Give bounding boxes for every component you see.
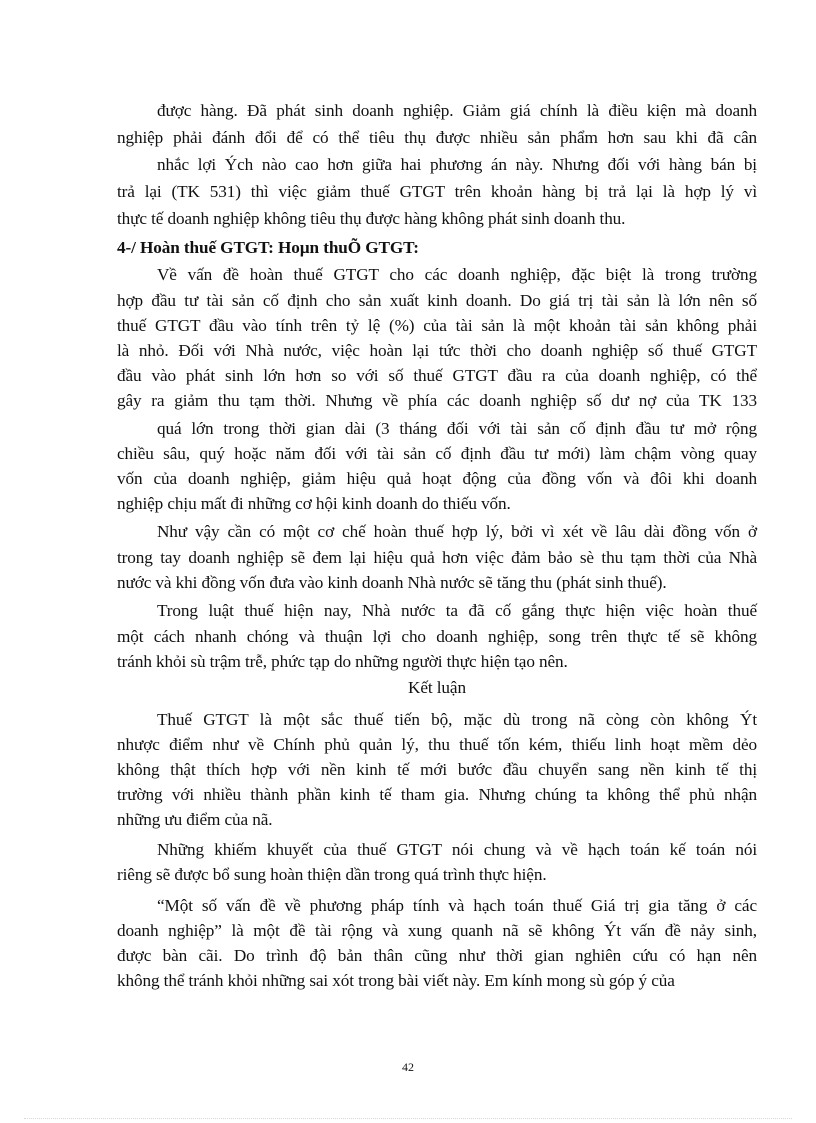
text-line: được bàn cãi. Do trình độ bản thân cũng như thời gian nghiên cứu có hạn nên	[117, 946, 757, 965]
text-line: được hàng. Đã phát sinh doanh nghiệp. Giảm giá chính là điều kiện mà doanh	[157, 101, 757, 120]
text-line: Trong luật thuế hiện nay, Nhà nước ta đã cố gắng thực hiện việc hoàn thuế	[157, 601, 757, 620]
text-line: nghiệp chịu mất đi những cơ hội kinh doanh do thiếu vốn.	[117, 494, 511, 513]
text-line: trong tay doanh nghiệp sẽ đem lại hiệu quả hơn việc đảm bảo sè thu tạm thời của Nhà	[117, 548, 757, 567]
text-line: trả lại (TK 531) thì việc giảm thuế GTGT trên khoản hàng bị trả lại là hợp lý vì	[117, 182, 757, 201]
text-line: Những khiếm khuyết của thuế GTGT nói chung và về hạch toán kế toán nói	[157, 840, 757, 859]
text-line: nhắc lợi Ých nào cao hơn giữa hai phương án này. Nhưng đối với hàng bán bị	[157, 155, 757, 174]
page-bottom-border	[24, 1118, 792, 1119]
text-line: đầu vào phát sinh lớn hơn so với số thuế GTGT đầu ra của doanh nghiệp, có thể	[117, 366, 757, 385]
section-heading: 4-/ Hoàn thuế GTGT: Hoµn thuÕ GTGT:	[117, 238, 419, 257]
text-line: chiều sâu, quý hoặc năm đối với tài sản cố định đầu tư mới) làm chậm vòng quay	[117, 444, 757, 463]
text-line: Về vấn đề hoàn thuế GTGT cho các doanh nghiệp, đặc biệt là trong trường	[157, 265, 757, 284]
text-line: không thể tránh khỏi những sai xót trong bài viết này. Em kính mong sù góp ý của	[117, 971, 675, 990]
text-line: riêng sẽ được bổ sung hoàn thiện dần trong quá trình thực hiện.	[117, 865, 547, 884]
text-line: tránh khỏi sù trậm trễ, phức tạp do những người thực hiện tạo nên.	[117, 652, 568, 671]
text-line: hợp đầu tư tài sản cố định cho sản xuất kinh doanh. Do giá trị tài sản là lớn nên số	[117, 291, 757, 310]
text-line: “Một số vấn đề về phương pháp tính và hạch toán thuế Giá trị gia tăng ở các	[157, 896, 757, 915]
page-number: 42	[402, 1060, 414, 1074]
text-line: doanh nghiệp” là một đề tài rộng và xung quanh nã sẽ không Ýt vấn đề nảy sinh,	[117, 921, 757, 940]
text-line: gây ra giảm thu tạm thời. Nhưng về phía các doanh nghiệp số dư nợ của TK 133	[117, 391, 757, 410]
text-line: không thật thích hợp với nền kinh tế mới bước đầu chuyển sang nền kinh tế thị	[117, 760, 757, 779]
text-line: Thuế GTGT là một sắc thuế tiến bộ, mặc dù trong nã còng còn không Ýt	[157, 710, 757, 729]
text-line: thực tế doanh nghiệp không tiêu thụ được hàng không phát sinh doanh thu.	[117, 209, 626, 228]
text-line: nhược điểm như về Chính phủ quản lý, thu thuế tốn kém, thiếu linh hoạt mềm dẻo	[117, 735, 757, 754]
text-line: quá lớn trong thời gian dài (3 tháng đối với tài sản cố định đầu tư mở rộng	[157, 419, 757, 438]
text-line: nước và khi đồng vốn đưa vào kinh doanh Nhà nước sẽ tăng thu (phát sinh thuế).	[117, 573, 667, 592]
text-line: nghiệp phải đánh đổi để có thể tiêu thụ được nhiều sản phẩm hơn sau khi đã cân	[117, 128, 757, 147]
conclusion-heading: Kết luận	[408, 678, 466, 697]
text-line: trường với nhiều thành phần kinh tế tham gia. Nhưng chúng ta không thể phủ nhận	[117, 785, 757, 804]
text-line: vốn của doanh nghiệp, giảm hiệu quả hoạt động của đồng vốn và đôi khi doanh	[117, 469, 757, 488]
text-line: Như vậy cần có một cơ chế hoàn thuế hợp lý, bởi vì xét về lâu dài đồng vốn ở	[157, 522, 757, 541]
text-line: những ưu điểm của nã.	[117, 810, 273, 829]
text-line: là nhỏ. Đối với Nhà nước, việc hoàn lại tức thời cho doanh nghiệp số thuế GTGT	[117, 341, 757, 360]
text-line: một cách nhanh chóng và thuận lợi cho doanh nghiệp, song trên thực tế sẽ không	[117, 627, 757, 646]
text-line: thuế GTGT đầu vào tính trên tỷ lệ (%) của tài sản là một khoản tài sản không phải	[117, 316, 757, 335]
